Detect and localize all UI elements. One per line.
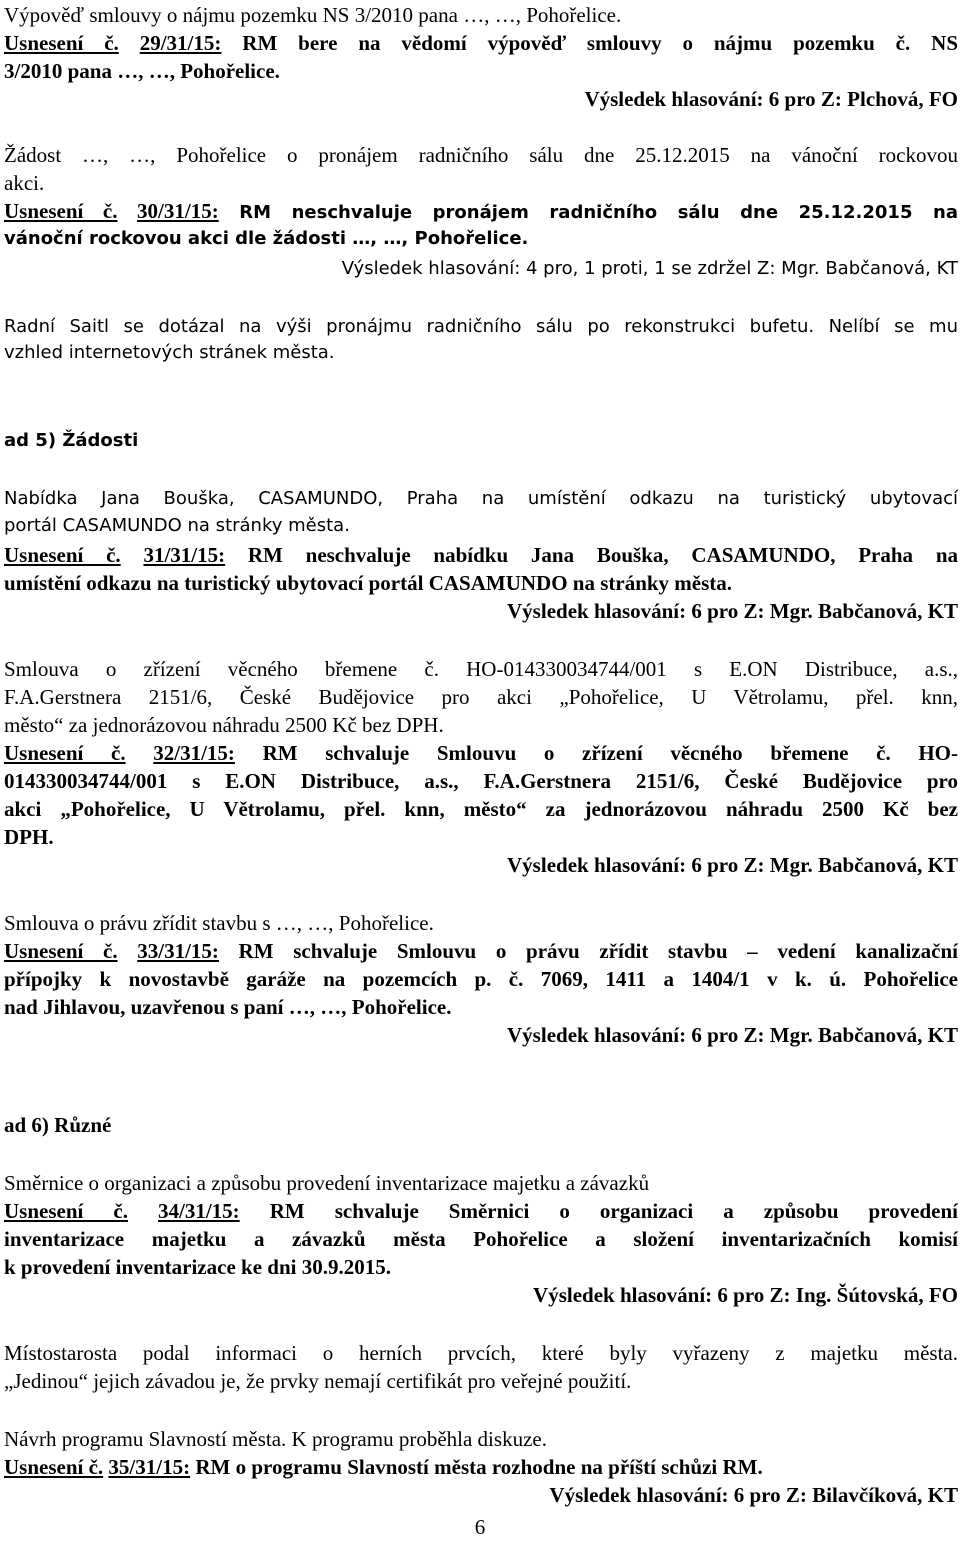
request-text: F.A.Gerstnera 2151/6, České Budějovice pro akci „Pohořelice, U Větrolamu, přel. knn, (4, 685, 958, 709)
section-heading: ad 5) Žádosti (4, 430, 139, 451)
resolution-number: 32/31/15: (153, 741, 235, 765)
resolution-text: Usnesení č. 29/31/15: RM bere na vědomí výpověď smlouvy o nájmu pozemku č. NS (4, 31, 958, 55)
resolution-text: Usnesení č. 33/31/15: RM schvaluje Smlouvu o právu zřídit stavbu – vedení kanalizační (4, 939, 958, 963)
resolution-text: Usnesení č. 32/31/15: RM schvaluje Smlouvu o zřízení věcného břemene č. HO- (4, 741, 959, 765)
resolution-label: Usnesení č. (4, 741, 126, 765)
resolution-number: 31/31/15: (143, 543, 226, 567)
resolution-text-continued: přípojky k novostavbě garáže na pozemcích p. č. 7069, 1411 a 1404/1 v k. ú. Pohořelice (4, 967, 958, 991)
request-text: Žádost …, …, Pohořelice o pronájem radničního sálu dne 25.12.2015 na vánoční rockovou (4, 143, 958, 167)
resolution-label: Usnesení č. (4, 199, 118, 223)
vote-result: Výsledek hlasování: 6 pro Z: Bilavčíková, KT (549, 1483, 958, 1507)
resolution-text: Usnesení č. 31/31/15: RM neschvaluje nabídku Jana Bouška, CASAMUNDO, Praha na (4, 543, 958, 567)
request-text: Návrh programu Slavností města. K programu proběhla diskuze. (4, 1427, 547, 1451)
resolution-text: Usnesení č. 34/31/15: RM schvaluje Směrnici o organizaci a způsobu provedení (4, 1199, 958, 1223)
request-text: Výpověď smlouvy o nájmu pozemku NS 3/2010 pana …, …, Pohořelice. (4, 3, 622, 27)
request-text: Nabídka Jana Bouška, CASAMUNDO, Praha na umístění odkazu na turistický ubytovací (4, 488, 958, 509)
vote-result: Výsledek hlasování: 6 pro Z: Ing. Šútovská, FO (533, 1283, 958, 1307)
resolution-text-continued: vánoční rockovou akci dle žádosti …, …, Pohořelice. (4, 228, 529, 249)
vote-result: Výsledek hlasování: 6 pro Z: Mgr. Babčanová, KT (507, 1023, 958, 1047)
request-text: Smlouva o právu zřídit stavbu s …, …, Pohořelice. (4, 911, 434, 935)
resolution-label: Usnesení č. (4, 1199, 128, 1223)
note-text: Místostarosta podal informaci o herních prvcích, které byly vyřazeny z majetku města. (4, 1341, 958, 1365)
resolution-label: Usnesení č. (4, 31, 119, 55)
request-text: město“ za jednorázovou náhradu 2500 Kč bez DPH. (4, 713, 444, 737)
vote-result: Výsledek hlasování: 6 pro Z: Mgr. Babčanová, KT (507, 599, 958, 623)
vote-result: Výsledek hlasování: 4 pro, 1 proti, 1 se zdržel Z: Mgr. Babčanová, KT (341, 258, 958, 279)
resolution-text-continued: nad Jihlavou, uzavřenou s paní …, …, Pohořelice. (4, 995, 452, 1019)
resolution-label: Usnesení č. (4, 1455, 104, 1479)
resolution-text-continued: inventarizace majetku a závazků města Pohořelice a složení inventarizačních komisí (4, 1227, 958, 1251)
resolution-text-continued: umístění odkazu na turistický ubytovací portál CASAMUNDO na stránky města. (4, 571, 733, 595)
note-text: Radní Saitl se dotázal na výši pronájmu radničního sálu po rekonstrukci bufetu. Nelíbí se mu (4, 316, 958, 337)
resolution-number: 30/31/15: (137, 199, 219, 223)
resolution-text-continued: 3/2010 pana …, …, Pohořelice. (4, 59, 280, 83)
note-text: „Jedinou“ jejich závadou je, že prvky nemají certifikát pro veřejné použití. (4, 1369, 632, 1393)
request-text: akci. (4, 171, 45, 195)
resolution-text-continued: k provedení inventarizace ke dni 30.9.2015. (4, 1255, 391, 1279)
resolution-number: 29/31/15: (139, 31, 222, 55)
resolution-text-continued: DPH. (4, 825, 54, 849)
request-text: Smlouva o zřízení věcného břemene č. HO-014330034744/001 s E.ON Distribuce, a.s., (4, 657, 958, 681)
vote-result: Výsledek hlasování: 6 pro Z: Plchová, FO (584, 87, 958, 111)
resolution-text-continued: 014330034744/001 s E.ON Distribuce, a.s., F.A.Gerstnera 2151/6, České Budějovice pro (4, 769, 958, 793)
page-number: 6 (474, 1515, 486, 1539)
request-text: portál CASAMUNDO na stránky města. (4, 515, 350, 536)
resolution-number: 34/31/15: (158, 1199, 240, 1223)
resolution-text: Usnesení č. 35/31/15: RM o programu Slavností města rozhodne na příští schůzi RM. (4, 1455, 763, 1479)
request-text: Směrnice o organizaci a způsobu provedení inventarizace majetku a závazků (4, 1171, 650, 1195)
resolution-label: Usnesení č. (4, 543, 121, 567)
resolution-number: 35/31/15: (108, 1455, 191, 1479)
resolution-text: Usnesení č. 30/31/15: RM neschvaluje pronájem radničního sálu dne 25.12.2015 na (4, 199, 959, 223)
resolution-text-continued: akci „Pohořelice, U Větrolamu, přel. knn, město“ za jednorázovou náhradu 2500 Kč bez (4, 797, 958, 821)
resolution-number: 33/31/15: (137, 939, 219, 963)
vote-result: Výsledek hlasování: 6 pro Z: Mgr. Babčanová, KT (507, 853, 958, 877)
section-heading: ad 6) Různé (4, 1113, 112, 1137)
note-text: vzhled internetových stránek města. (4, 342, 335, 363)
resolution-label: Usnesení č. (4, 939, 118, 963)
